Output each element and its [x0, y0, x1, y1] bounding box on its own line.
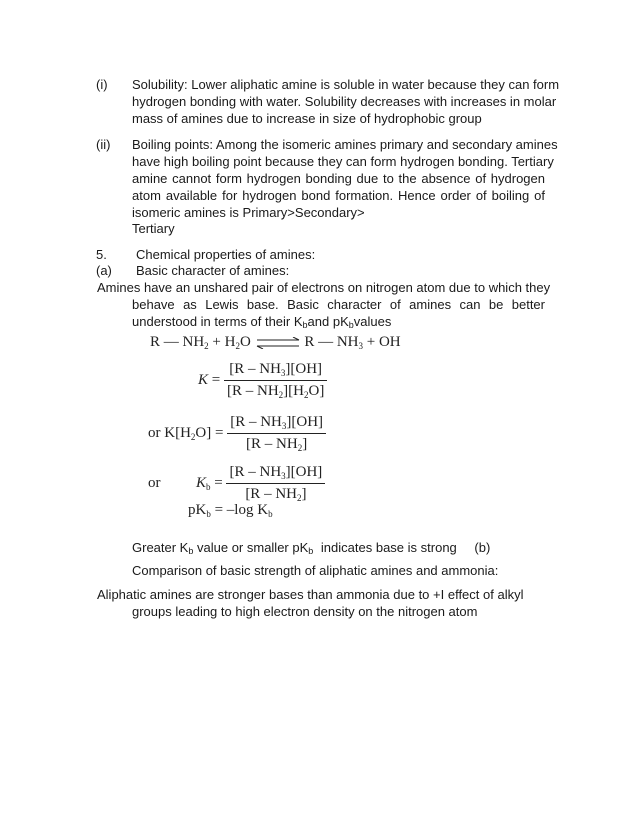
equilibrium-arrow-icon: [255, 337, 301, 349]
item-ii-line-5: isomeric amines is Primary>Secondary>: [132, 205, 365, 220]
item-ii-line-2: have high boiling point because they can form hydrogen bonding. Tertiary: [132, 154, 554, 169]
equation-k: K = $\frac{[R - NH_3][OH]}{[R - NH_2][H_2O]}$: [198, 361, 327, 400]
para-line-3: understood in terms of their $K_band$ $pK_bvalues$: [132, 314, 392, 330]
subsection-label: (a): [96, 263, 112, 278]
equation-1: R — $NH_2 + H_2O$ R — $NH_3$ + OH: [150, 334, 401, 351]
after-line-1: Greater $K_b$ value or smaller $pK_b$ indicates base is strong (b): [132, 540, 491, 556]
equation-kh2o: or $K[H_2O]$ = $\frac{[R - NH_3][OH]}{[R - NH_2]}$: [148, 414, 326, 453]
item-label-ii: (ii): [96, 137, 111, 152]
item-label-i: (i): [96, 77, 108, 92]
after-line-4: groups leading to high electron density on the nitrogen atom: [132, 604, 478, 619]
para-line-2: behave as Lewis base. Basic character of amines can be better: [132, 297, 545, 312]
section-number: 5.: [96, 247, 107, 262]
item-ii-line-3: amine cannot form hydrogen bonding due to the absence of hydrogen: [132, 171, 545, 186]
section-title: Chemical properties of amines:: [136, 247, 316, 262]
para-line-1: Amines have an unshared pair of electrons on nitrogen atom due to which they: [97, 280, 551, 295]
item-ii-line-6: Tertiary: [132, 221, 175, 236]
equation-pkb: $pK_b = -\log$ $K_b$: [188, 502, 273, 519]
item-ii-line-4: atom available for hydrogen bond formation. Hence order of boiling of: [132, 188, 545, 203]
item-i-line-3: mass of amines due to increase in size of hydrophobic group: [132, 111, 482, 126]
subsection-title: Basic character of amines:: [136, 263, 290, 278]
item-ii-line-1: Boiling points: Among the isomeric amines primary and secondary amines: [132, 137, 558, 152]
equation-kb: or $K_b$ = $\frac{[R - NH_3][OH]}{[R - NH_2]}$: [148, 464, 325, 503]
item-i-line-2: hydrogen bonding with water. Solubility decreases with increases in molar: [132, 94, 557, 109]
after-line-2: Comparison of basic strength of aliphatic amines and ammonia:: [132, 563, 499, 578]
item-i-line-1: Solubility: Lower aliphatic amine is soluble in water because they can form: [132, 77, 560, 92]
after-line-3: Aliphatic amines are stronger bases than ammonia due to +I effect of alkyl: [97, 587, 524, 602]
